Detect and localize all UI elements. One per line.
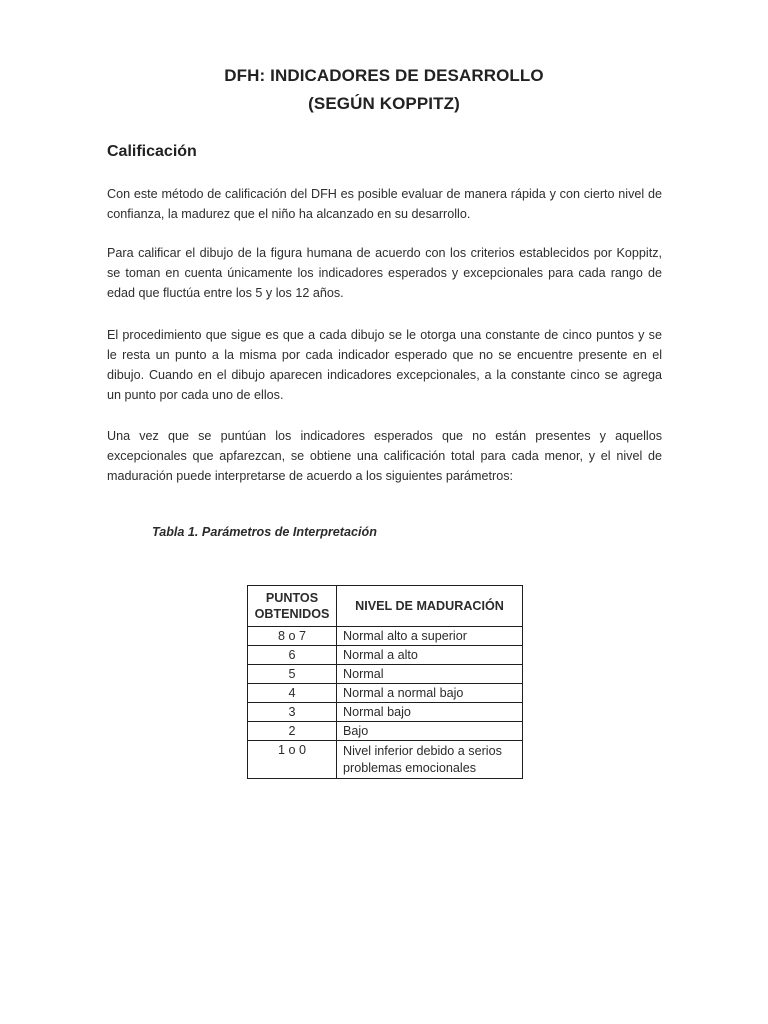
- cell-level: Normal: [337, 665, 523, 684]
- table-row: [248, 722, 523, 741]
- table-row: [248, 703, 523, 722]
- table-row: [248, 684, 523, 703]
- cell-level: Normal bajo: [337, 703, 523, 722]
- cell-points: 2: [248, 722, 337, 741]
- table-row: [248, 741, 523, 779]
- table-header-row: [248, 586, 523, 627]
- document-subtitle: (SEGÚN KOPPITZ): [308, 94, 460, 113]
- table-row: [248, 627, 523, 646]
- cell-level-line2: problemas emocionales: [343, 760, 477, 775]
- header-points: [248, 586, 337, 627]
- paragraph-4: Una vez que se puntúan los indicadores esperados que no están presentes y aquellos excepcionales que apfarezcan, se obtiene una calificación total para cada menor, y el nivel de maduración puede interpretarse de acuerdo a los siguientes parámetros:: [107, 429, 662, 483]
- paragraph-1: Con este método de calificación del DFH es posible evaluar de manera rápida y con cierto nivel de confianza, la madurez que el niño ha alcanzado en su desarrollo.: [107, 187, 662, 221]
- cell-level: Normal a alto: [337, 646, 523, 665]
- cell-level-line1: Nivel inferior debido a serios: [343, 743, 502, 758]
- cell-level: Bajo: [337, 722, 523, 741]
- header-points-line2: OBTENIDOS: [254, 607, 330, 621]
- interpretation-table: [247, 585, 523, 779]
- paragraph-3: El procedimiento que sigue es que a cada dibujo se le otorga una constante de cinco puntos y se le resta un punto a la misma por cada indicador esperado que no se encuentre presente en el dibujo. Cuando en el dibujo aparecen indicadores excepcionales, a la constante cinco se agrega un punto por cada uno de ellos.: [107, 328, 662, 402]
- cell-level: Normal alto a superior: [337, 627, 523, 646]
- table-row: [248, 665, 523, 684]
- cell-points: 8 o 7: [248, 627, 337, 646]
- cell-level: [337, 741, 523, 779]
- cell-points: 1 o 0: [248, 741, 337, 779]
- cell-points: 3: [248, 703, 337, 722]
- document-title: DFH: INDICADORES DE DESARROLLO: [224, 66, 544, 85]
- cell-points: 4: [248, 684, 337, 703]
- cell-level: Normal a normal bajo: [337, 684, 523, 703]
- table-caption: Tabla 1. Parámetros de Interpretación: [152, 525, 377, 539]
- cell-points: 6: [248, 646, 337, 665]
- section-heading: Calificación: [107, 143, 197, 160]
- paragraph-2: Para calificar el dibujo de la figura humana de acuerdo con los criterios establecidos por Koppitz, se toman en cuenta únicamente los indicadores esperados y excepcionales para cada rango de edad que fluctúa entre los 5 y los 12 años.: [107, 246, 662, 300]
- cell-points: 5: [248, 665, 337, 684]
- table-row: [248, 646, 523, 665]
- header-level: NIVEL DE MADURACIÓN: [337, 586, 523, 627]
- header-points-line1: PUNTOS: [265, 591, 319, 605]
